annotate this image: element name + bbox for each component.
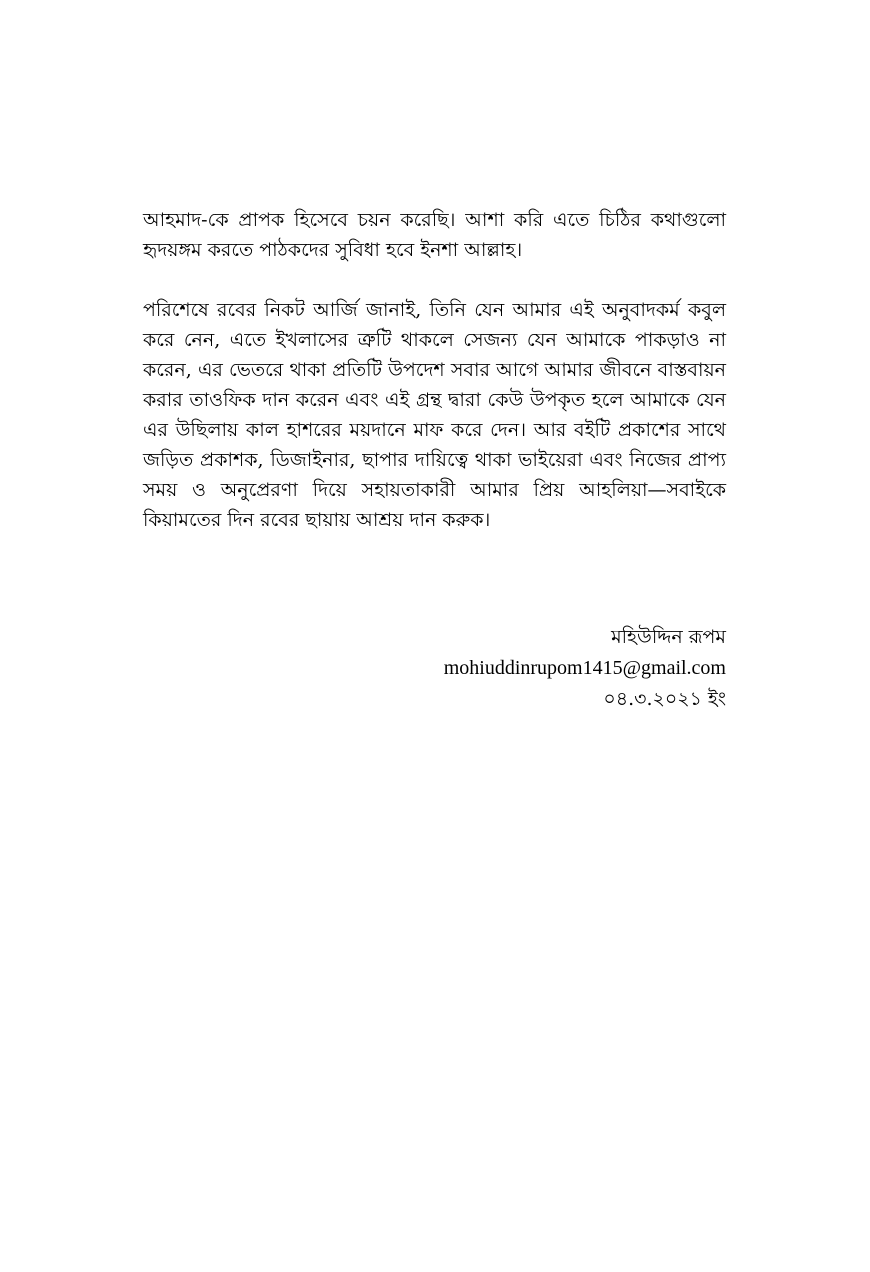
- author-email: mohiuddinrupom1415@gmail.com: [443, 657, 726, 679]
- author-name: মহিউদ্দিন রূপম: [611, 626, 726, 648]
- body-text: [143, 205, 726, 535]
- paragraph-2: পরিশেষে রবের নিকট আর্জি জানাই, তিনি যেন আমার এই অনুবাদকর্ম কবুল করে নেন, এতে ইখলাসের ত্রুটি থাকলে সেজন্য যেন আমাকে পাকড়াও না করেন, এর ভেতরে থাকা প্রতিটি উপদেশ সবার আগে আমার জীবনে বাস্তবায়ন করার তাওফিক দান করেন এবং এই গ্রন্থ দ্বারা কেউ উপকৃত হলে আমাকে যেন এর উছিলায় কাল হাশরের ময়দানে মাফ করে দেন। আর বইটি প্রকাশের সাথে জড়িত প্রকাশক, ডিজাইনার, ছাপার দায়িত্বে থাকা ভাইয়েরা এবং নিজের প্রাপ্য সময় ও অনুপ্রেরণা দিয়ে সহায়তাকারী আমার প্রিয় আহলিয়া—সবাইকে কিয়ামতের দিন রবের ছায়ায় আশ্রয় দান করুক।: [143, 299, 726, 531]
- paragraph-1: আহমাদ-কে প্রাপক হিসেবে চয়ন করেছি। আশা করি এতে চিঠির কথাগুলো হৃদয়ঙ্গম করতে পাঠকদের সুবিধা হবে ইনশা আল্লাহ।: [143, 209, 726, 261]
- signature-block: [444, 622, 726, 715]
- signature-date: ০৪.৩.২০২১ ইং: [603, 688, 726, 710]
